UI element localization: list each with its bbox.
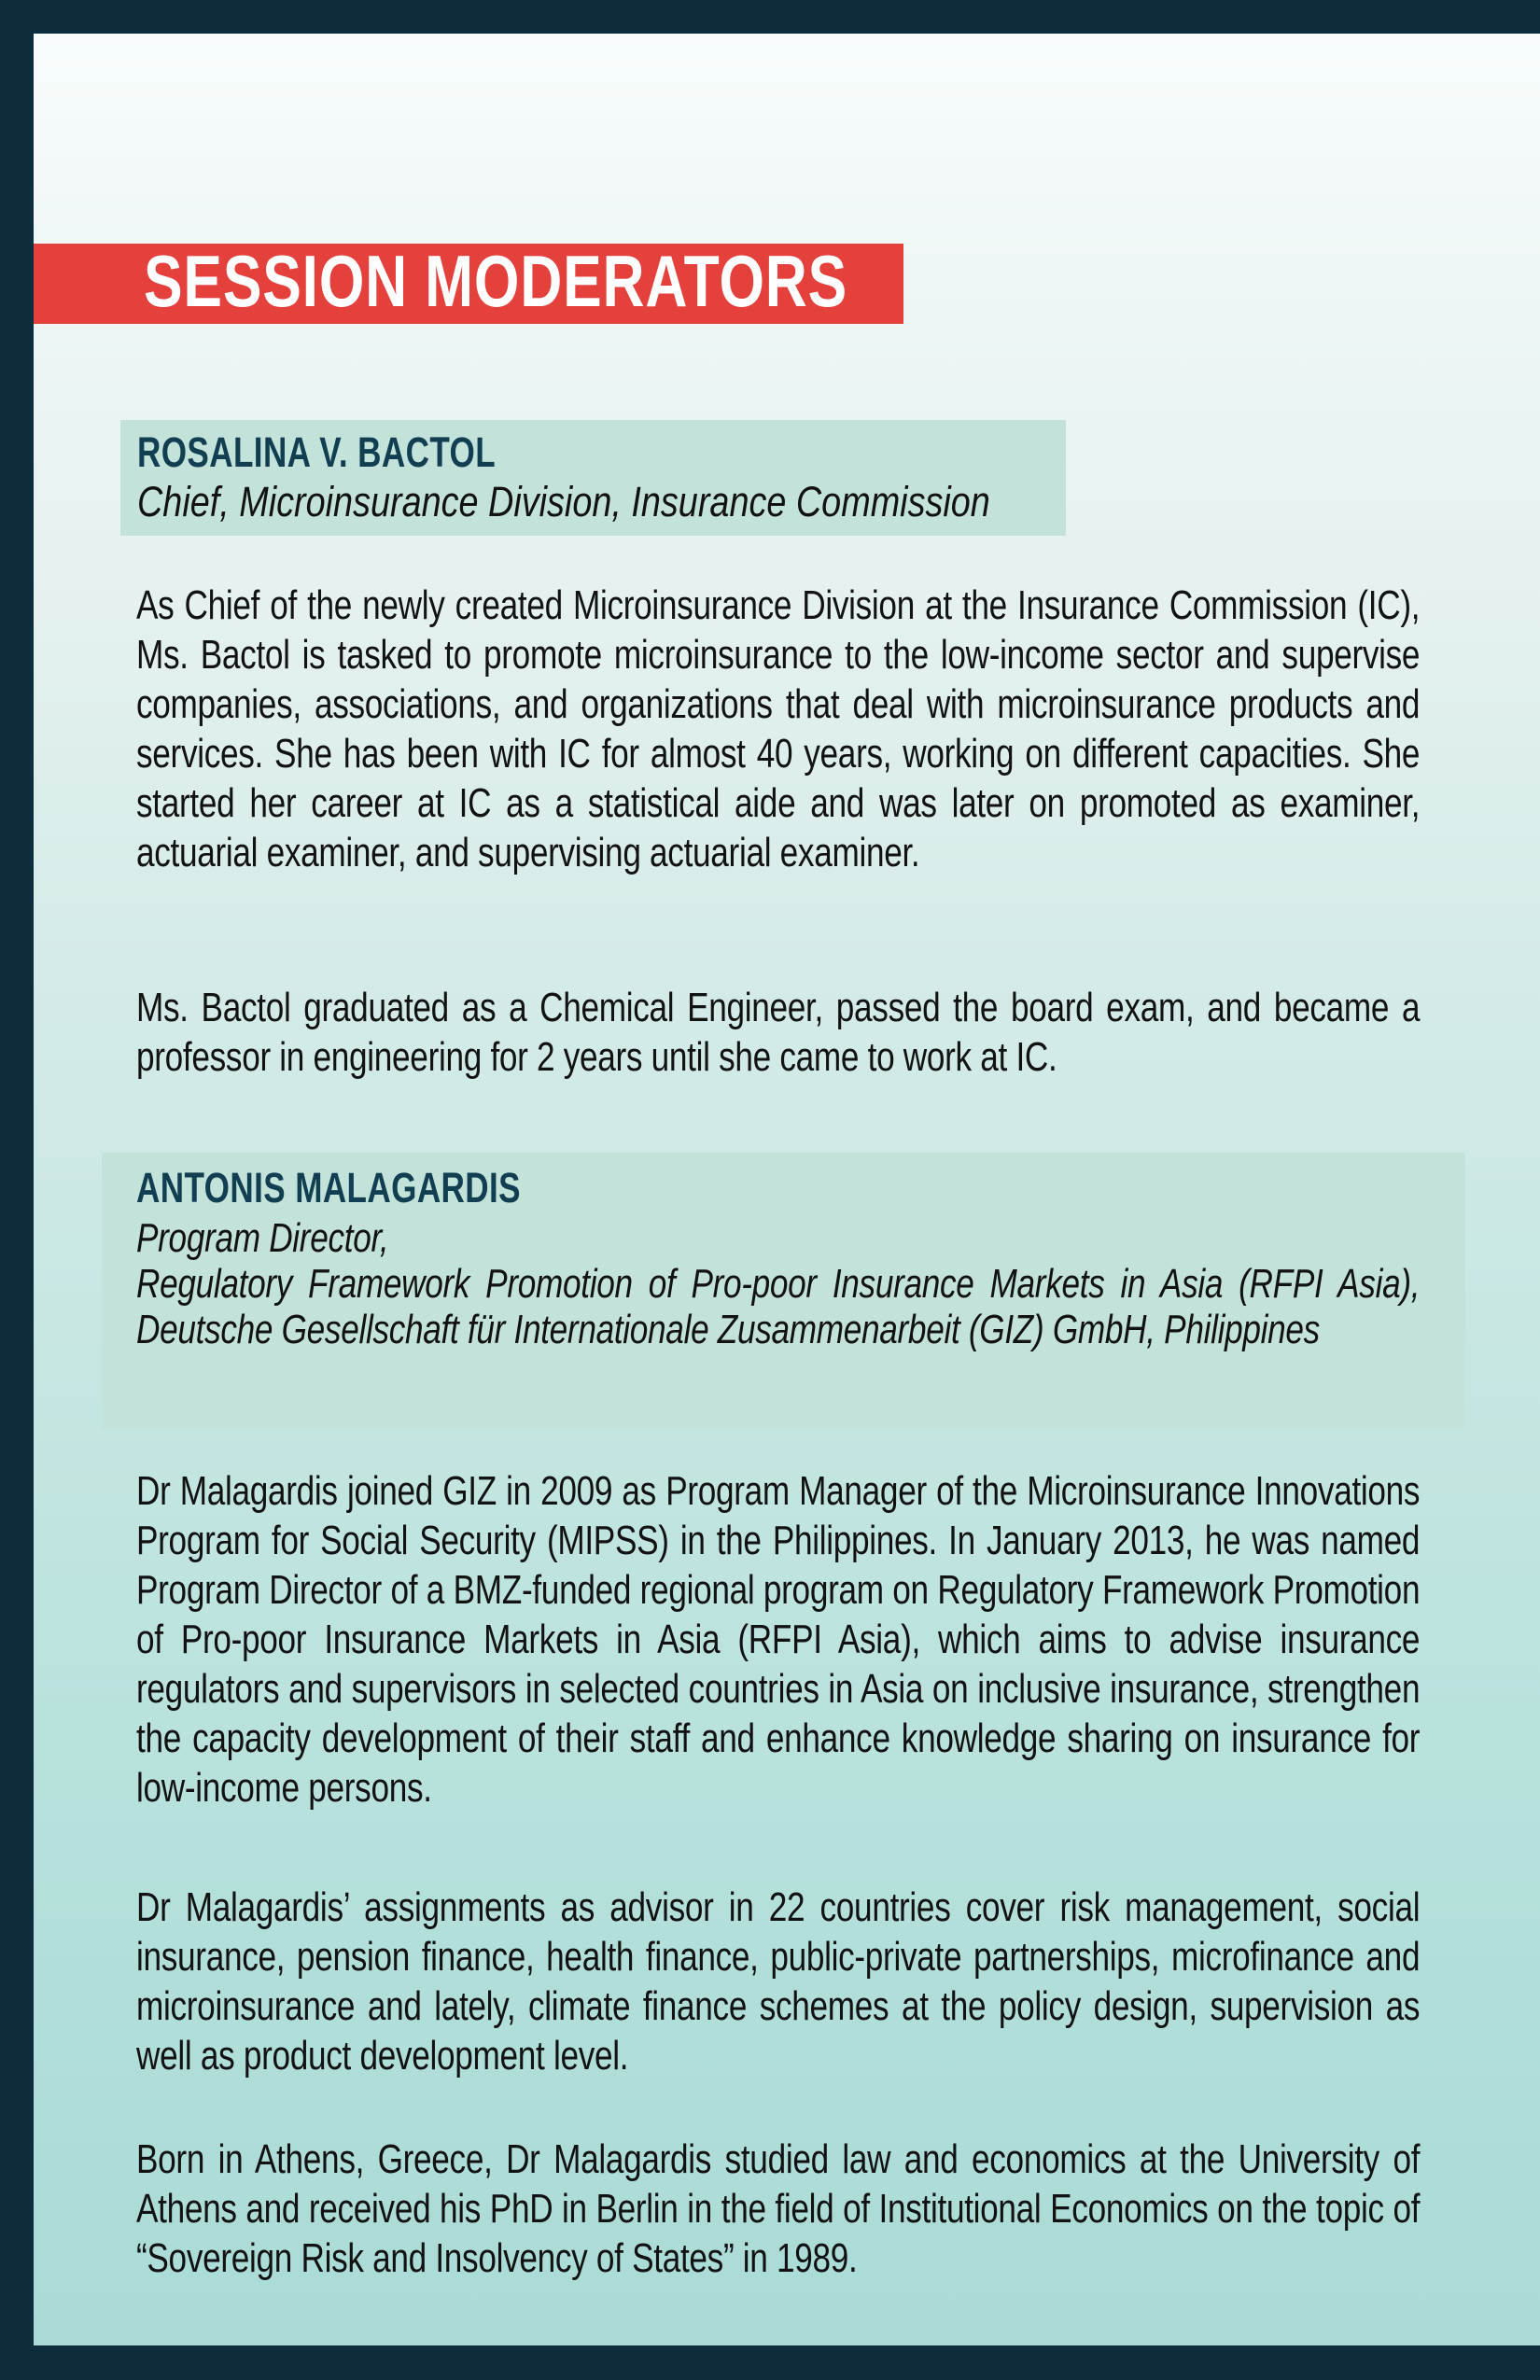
- moderator-name: ROSALINA V. BACTOL: [137, 428, 497, 476]
- section-header-banner: [34, 239, 903, 324]
- bio-paragraph: Ms. Bactol graduated as a Chemical Engineer, passed the board exam, and became a professor in engineering for 2 years until she came to work at IC.: [136, 985, 1421, 1080]
- moderator-card-antonis-malagardis: [102, 1153, 1465, 1429]
- section-title: SESSION MODERATORS: [144, 239, 848, 322]
- bio-paragraph: Dr Malagardis joined GIZ in 2009 as Program Manager of the Microinsurance Innovations Program for Social Security (MIPSS) in the Philippines. In January 2013, he was named Program Director of a BMZ-funded regional program on Regulatory Framework Promotion of Pro-poor Insurance Markets in Asia (RFPI Asia), which aims to advise insurance regulators and supervisors in selected countries in Asia on inclusive insurance, strengthen the capacity development of their staff and enhance knowledge sharing on insurance for low-income persons.: [136, 1468, 1421, 1811]
- moderator-name: ANTONIS MALAGARDIS: [136, 1164, 521, 1211]
- moderator-role-line: Program Director,: [136, 1215, 389, 1261]
- moderator-card-rosalina-bactol: [120, 420, 1066, 536]
- page-content: [34, 34, 1540, 2345]
- moderator-role-line: Regulatory Framework Promotion of Pro-poor Insurance Markets in Asia (RFPI Asia), Deutsche Gesellschaft für Internationale Zusammenarbeit (GIZ) GmbH, Philippines: [136, 1261, 1421, 1352]
- moderator-role: Chief, Microinsurance Division, Insurance Commission: [137, 478, 990, 525]
- bio-paragraph: As Chief of the newly created Microinsurance Division at the Insurance Commission (IC), Ms. Bactol is tasked to promote microinsurance to the low-income sector and supervise companies, associations, and organizations that deal with microinsurance products and services. She has been with IC for almost 40 years, working on different capacities. She started her career at IC as a statistical aide and was later on promoted as examiner, actuarial examiner, and supervising actuarial examiner.: [136, 582, 1421, 875]
- moderator-role: [136, 1215, 1420, 1352]
- bio-paragraph: Born in Athens, Greece, Dr Malagardis studied law and economics at the University of Athens and received his PhD in Berlin in the field of Institutional Economics on the topic of “Sovereign Risk and Insolvency of States” in 1989.: [136, 2136, 1421, 2281]
- bio-paragraph: Dr Malagardis’ assignments as advisor in 22 countries cover risk management, social insurance, pension finance, health finance, public-private partnerships, microfinance and microinsurance and lately, climate finance schemes at the policy design, supervision as well as product development level.: [136, 1884, 1421, 2079]
